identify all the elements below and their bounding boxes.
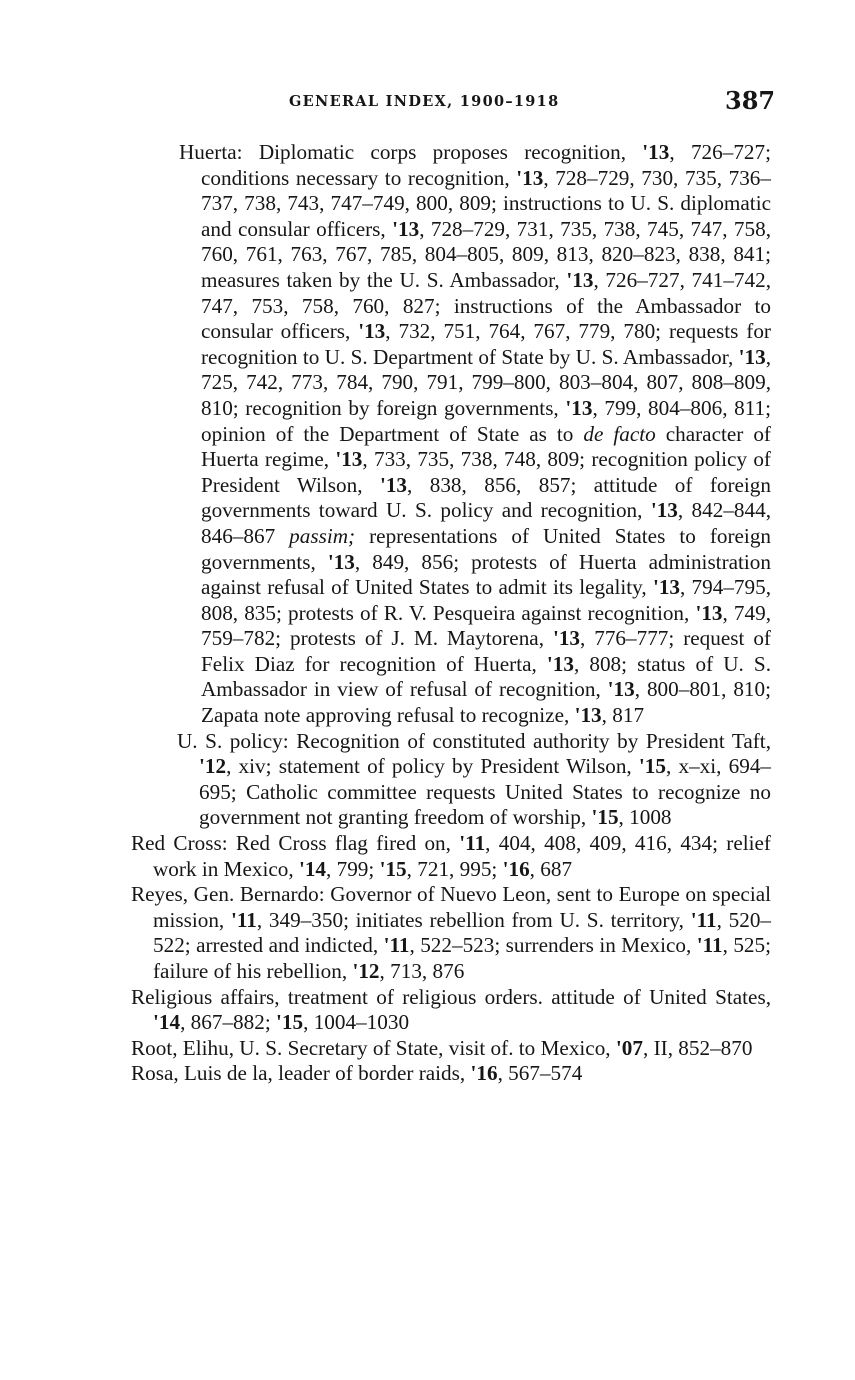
index-entry-religious-affairs: Religious affairs, treatment of religious orders. attitude of United States, '14, 867–882; '15, 1004–1030 xyxy=(131,984,771,1035)
index-entry-red-cross: Red Cross: Red Cross flag fired on, '11, 404, 408, 409, 416, 434; relief work in Mexico, '14, 799; '15, 721, 995; '16, 687 xyxy=(131,831,771,881)
index-entry-root: Root, Elihu, U. S. Secretary of State, visit of. to Mexico, '07, II, 852–870 xyxy=(131,1035,753,1060)
page-number: 387 xyxy=(725,86,776,115)
index-entries xyxy=(131,140,771,1087)
index-entry-us-policy: U. S. policy: Recognition of constituted authority by President Taft, '12, xiv; statement of policy by President Wilson, '15, x–xi, 694–695; Catholic committee requests United States to recognize no government not granting freedom of worship, '15, 1008 xyxy=(177,728,772,830)
index-entry-reyes: Reyes, Gen. Bernardo: Governor of Nuevo Leon, sent to Europe on special mission, '11, 349–350; initiates rebellion from U. S. territory, '11, 520–522; arrested and indicted, '11, 522–523; surrenders in Mexico, '11, 525; failure of his rebellion, '12, 713, 876 xyxy=(131,882,771,983)
index-entry-huerta-recognition: Huerta: Diplomatic corps proposes recognition, '13, 726–727; conditions necessary to recognition, '13, 728–729, 730, 735, 736–737, 738, 743, 747–749, 800, 809; instructions to U. S. diplomatic and consular officers, '13, 728–729, 731, 735, 738, 745, 747, 758, 760, 761, 763, 767, 785, 804–805, 809, 813, 820–823, 838, 841; measures taken by the U. S. Ambassador, '13, 726–727, 741–742, 747, 753, 758, 760, 827; instructions of the Ambassador to consular officers, '13, 732, 751, 764, 767, 779, 780; requests for recognition to U. S. Department of State by U. S. Ambassador, '13, 725, 742, 773, 784, 790, 791, 799–800, 803–804, 807, 808–809, 810; recognition by foreign governments, '13, 799, 804–806, 811; opinion of the Department of State as to de facto character of Huerta regime, '13, 733, 735, 738, 748, 809; recognition policy of President Wilson, '13, 838, 856, 857; attitude of foreign governments toward U. S. policy and recognition, '13, 842–844, 846–867 passim; representations of United States to foreign governments, '13, 849, 856; protests of Huerta administration against refusal of United States to admit its legality, '13, 794–795, 808, 835; protests of R. V. Pesqueira against recognition, '13, 749, 759–782; protests of J. M. Maytorena, '13, 776–777; request of Felix Diaz for recognition of Huerta, '13, 808; status of U. S. Ambassador in view of refusal of recognition, '13, 800–801, 810; Zapata note approving refusal to recognize, '13, 817 xyxy=(179,140,772,728)
running-head: GENERAL INDEX, 1900–1918 xyxy=(289,93,560,110)
index-entry-rosa: Rosa, Luis de la, leader of border raids, '16, 567–574 xyxy=(131,1061,583,1086)
